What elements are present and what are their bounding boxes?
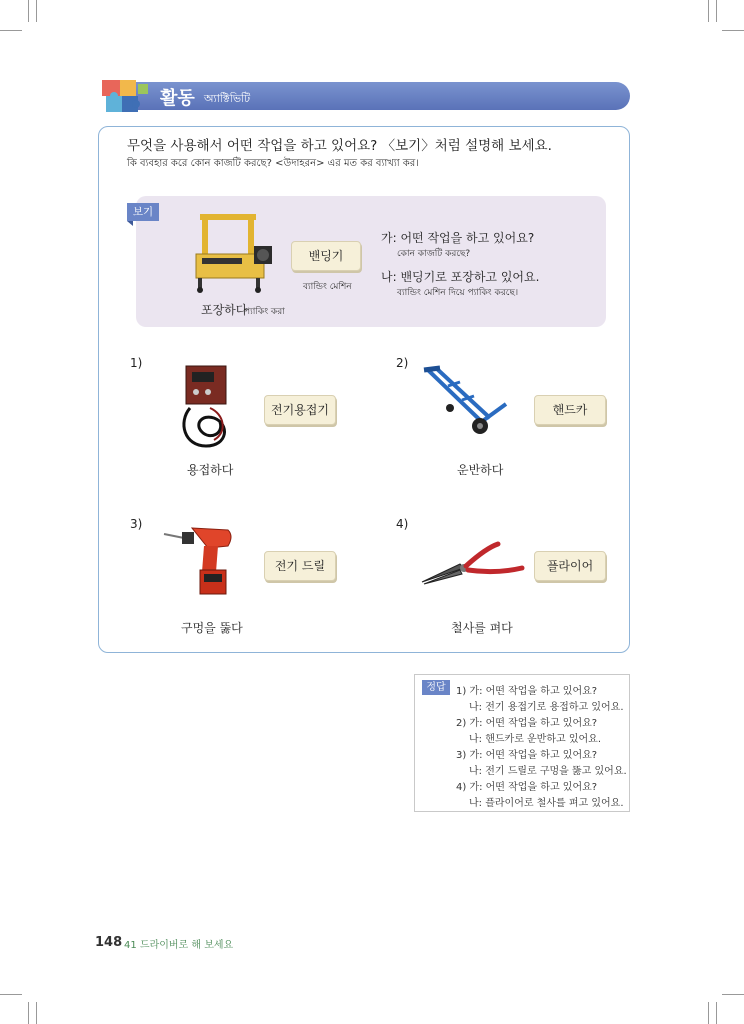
banner-title: 활동 xyxy=(160,88,195,109)
crop-mark xyxy=(708,0,709,22)
instruction-korean: 무엇을 사용해서 어떤 작업을 하고 있어요? 〈보기〉처럼 설명해 보세요. xyxy=(127,138,552,154)
item-action: 철사를 펴다 xyxy=(451,621,513,635)
answer-line: 2) 가: 어떤 작업을 하고 있어요? xyxy=(456,718,598,729)
answer-line: 3) 가: 어떤 작업을 하고 있어요? xyxy=(456,750,598,761)
crop-mark xyxy=(0,994,22,995)
example-answer-bengali: ব্যান্ডিং মেশিন দিয়ে প্যাকিং করছে। xyxy=(397,288,519,298)
example-action-korean: 포장하다 xyxy=(201,303,248,317)
crop-mark xyxy=(708,1002,709,1024)
answer-tag: 정답 xyxy=(422,680,450,695)
crop-mark xyxy=(0,30,22,31)
crop-mark xyxy=(36,1002,37,1024)
item-action: 구멍을 뚫다 xyxy=(181,621,243,635)
example-tool-label: 밴딩기 xyxy=(291,241,361,271)
answer-line: 나: 전기 용접기로 용접하고 있어요. xyxy=(469,702,624,713)
instruction-bengali: কি ব্যবহার করে কোন কাজটি করছে? <উদাহরন> এর মত কর ব্যাখ্যা কর। xyxy=(127,158,419,169)
item-action: 운반하다 xyxy=(457,463,504,477)
item-action: 용접하다 xyxy=(187,463,234,477)
answer-line: 4) 가: 어떤 작업을 하고 있어요? xyxy=(456,782,598,793)
example-answer-korean: 나: 밴딩기로 포장하고 있어요. xyxy=(381,270,540,284)
banner-subtitle: অ্যাক্টিভিটি xyxy=(204,92,251,105)
item-tool-label: 전기 드릴 xyxy=(264,551,336,581)
answer-line: 나: 플라이어로 철사를 펴고 있어요. xyxy=(469,798,624,809)
electric-drill-image xyxy=(162,524,236,598)
page-number: 148 xyxy=(95,935,123,950)
example-question-korean: 가: 어떤 작업을 하고 있어요? xyxy=(381,231,535,245)
crop-mark xyxy=(716,1002,717,1024)
crop-mark xyxy=(722,30,744,31)
answer-line: 나: 핸드카로 운반하고 있어요. xyxy=(469,734,602,745)
welding-machine-image xyxy=(180,362,232,450)
example-action-bengali: প্যাকিং করা xyxy=(244,307,285,317)
answer-line: 1) 가: 어떤 작업을 하고 있어요? xyxy=(456,686,598,697)
example-tag-fold xyxy=(127,221,133,226)
example-tool-translation: ব্যান্ডিং মেশিন xyxy=(303,282,352,292)
crop-mark xyxy=(716,0,717,22)
crop-mark xyxy=(28,0,29,22)
item-number: 1) xyxy=(130,356,143,370)
item-tool-label: 플라이어 xyxy=(534,551,606,581)
puzzle-icon xyxy=(100,76,152,116)
example-question-bengali: কোন কাজটি করছে? xyxy=(397,249,471,259)
pliers-image xyxy=(420,540,526,588)
banding-machine-image xyxy=(192,210,280,294)
crop-mark xyxy=(722,994,744,995)
item-number: 2) xyxy=(396,356,409,370)
item-tool-label: 전기용접기 xyxy=(264,395,336,425)
chapter-title: 41 드라이버로 해 보세요 xyxy=(124,940,234,951)
item-number: 3) xyxy=(130,517,143,531)
hand-truck-image xyxy=(420,364,512,438)
crop-mark xyxy=(28,1002,29,1024)
item-tool-label: 핸드카 xyxy=(534,395,606,425)
answer-line: 나: 전기 드릴로 구멍을 뚫고 있어요. xyxy=(469,766,627,777)
crop-mark xyxy=(36,0,37,22)
item-number: 4) xyxy=(396,517,409,531)
example-tag: 보기 xyxy=(127,203,159,221)
